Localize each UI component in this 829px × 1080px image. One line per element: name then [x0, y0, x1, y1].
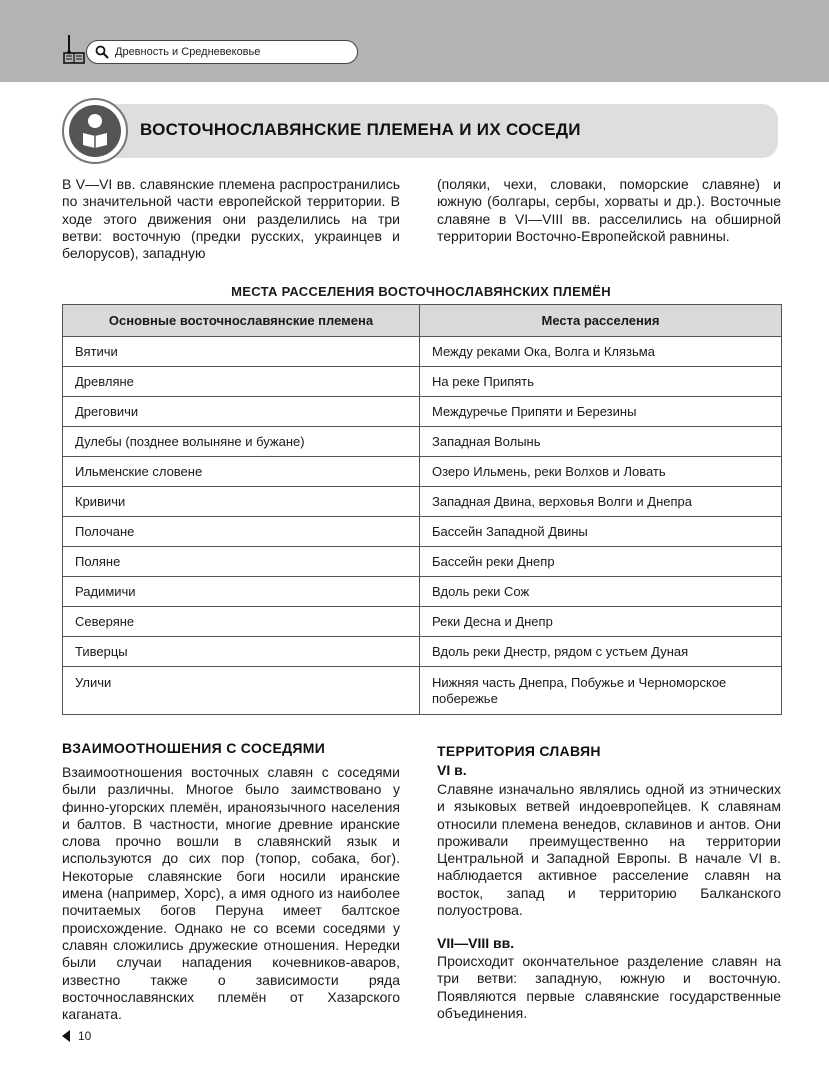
tribe-cell: Северяне: [63, 607, 420, 637]
table-row: [63, 337, 782, 367]
tribe-cell: Полочане: [63, 517, 420, 547]
period-label: VI в.: [437, 762, 467, 778]
table-row: [63, 487, 782, 517]
table-row: [63, 427, 782, 457]
place-cell: Озеро Ильмень, реки Волхов и Ловать: [420, 457, 782, 487]
tribe-cell: Кривичи: [63, 487, 420, 517]
table-row: [63, 547, 782, 577]
period-paragraph: Славяне изначально являлись одной из этнических и языковых ветвей индоевропейцев. К славянам относили племена венедов, склавинов и антов. Они проживали преимущественно на территории Центральной и Западной Европы. В начале VI в. наблюдается активное расселение славян на восток, запад и территорию Балканского полуострова.: [437, 781, 781, 919]
tribe-cell: Поляне: [63, 547, 420, 577]
place-cell: Вдоль реки Днестр, рядом с устьем Дуная: [420, 637, 782, 667]
tribe-cell: Дреговичи: [63, 397, 420, 427]
breadcrumb-text: Древность и Средневековье: [115, 46, 261, 58]
tribe-cell: Вятичи: [63, 337, 420, 367]
column-header-places: Места расселения: [420, 305, 782, 337]
table-row: [63, 667, 782, 715]
place-cell: Западная Волынь: [420, 427, 782, 457]
tribe-cell: Дулебы (позднее волыняне и бужане): [63, 427, 420, 457]
column-header-tribes: Основные восточнославянские племена: [63, 305, 420, 337]
place-cell: На реке Припять: [420, 367, 782, 397]
relations-paragraph: Взаимоотношения восточных славян с соседями были различны. Многое было заимствовано у финно-угорских племён, ираноязычного населения и балтов. В частности, многие древние иранские слова прочно вошли в славянский язык и используются до сих пор (топор, собака, бог). Некоторые славянские боги носили иранские имена (например, Хорс), а имя одного из наиболее почитаемых богов Перуна имеет балтское происхождение. Однако не со всеми соседями у славян сложились дружеские отношения. Нередки были случаи нападения кочевников-аваров, известно также о зависимости ряда восточнославянских племён от Хазарского каганата.: [62, 764, 400, 1023]
tribe-cell: Ильменские словене: [63, 457, 420, 487]
period-paragraph: Происходит окончательное разделение славян на три ветви: западную, южную и восточную. Появляются первые славянские государственные объединения.: [437, 953, 781, 1021]
place-cell: Междуречье Припяти и Березины: [420, 397, 782, 427]
tribe-cell: Древляне: [63, 367, 420, 397]
page-arrow-icon: [62, 1030, 70, 1042]
intro-paragraph-right: (поляки, чехи, словаки, поморские славяне) и южную (болгары, сербы, хорваты и др.). Восточные славяне в VI—VIII вв. расселились на обширной территории Восточно-Европейской равнины.: [437, 176, 781, 244]
page-number: [62, 1029, 91, 1043]
pen-book-logo-icon: [62, 33, 86, 65]
table-row: [63, 367, 782, 397]
relations-heading: ВЗАИМООТНОШЕНИЯ С СОСЕДЯМИ: [62, 740, 326, 756]
table-title: МЕСТА РАССЕЛЕНИЯ ВОСТОЧНОСЛАВЯНСКИХ ПЛЕМЁН: [231, 284, 611, 299]
place-cell: Вдоль реки Сож: [420, 577, 782, 607]
tribes-table: [62, 304, 782, 715]
period-label: VII—VIII вв.: [437, 935, 515, 951]
intro-paragraph-left: В V—VI вв. славянские племена распространились по значительной части европейской территории. В ходе этого движения они разделились на три ветви: восточную (предки русских, украинцев и белорусов), западную: [62, 176, 400, 262]
place-cell: Нижняя часть Днепра, Побужье и Черноморское побережье: [420, 667, 782, 715]
place-cell: Западная Двина, верховья Волги и Днепра: [420, 487, 782, 517]
place-cell: Реки Десна и Днепр: [420, 607, 782, 637]
breadcrumb[interactable]: [86, 40, 358, 64]
section-title: ВОСТОЧНОСЛАВЯНСКИЕ ПЛЕМЕНА И ИХ СОСЕДИ: [140, 120, 581, 139]
reader-with-book-icon: [62, 98, 128, 164]
place-cell: Бассейн Западной Двины: [420, 517, 782, 547]
place-cell: Между реками Ока, Волга и Клязьма: [420, 337, 782, 367]
table-row: [63, 607, 782, 637]
table-row: [63, 397, 782, 427]
tribe-cell: Уличи: [63, 667, 420, 715]
table-row: [63, 577, 782, 607]
territory-heading: ТЕРРИТОРИЯ СЛАВЯН: [437, 743, 601, 759]
tribe-cell: Радимичи: [63, 577, 420, 607]
magnifier-icon: [95, 45, 109, 59]
table-header-row: [63, 305, 782, 337]
tribe-cell: Тиверцы: [63, 637, 420, 667]
table-row: [63, 517, 782, 547]
page-number-text: 10: [78, 1029, 92, 1043]
table-row: [63, 457, 782, 487]
place-cell: Бассейн реки Днепр: [420, 547, 782, 577]
table-row: [63, 637, 782, 667]
